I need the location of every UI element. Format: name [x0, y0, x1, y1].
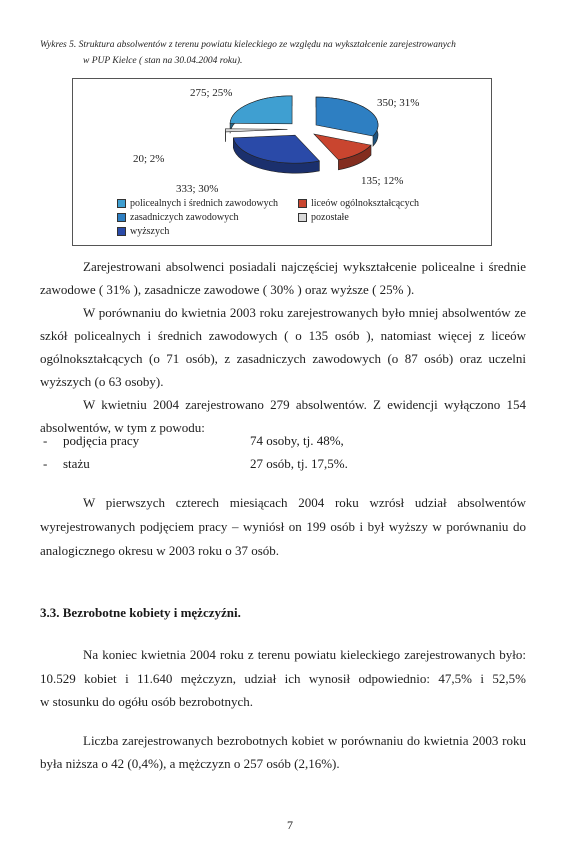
paragraph-4-line1: W pierwszych czterech miesiącach 2004 roku wzrósł udział absolwentów — [83, 495, 526, 510]
paragraph-2-line2: szkół policealnych i średnich zawodowych ( o 135 osób ), natomiast więcej z liceów — [40, 328, 526, 343]
paragraph-3-line2: absolwentów, w tym z powodu: — [40, 420, 205, 435]
legend-label: liceów ogólnokształcących — [311, 198, 420, 209]
legend-swatch — [298, 213, 307, 222]
paragraph-6-line1: Liczba zarejestrowanych bezrobotnych kobiet w porównaniu do kwietnia 2003 roku — [83, 733, 526, 748]
page-number: 7 — [287, 818, 293, 832]
slice-label-wyzsze: 333; 30% — [176, 183, 219, 195]
paragraph-2-line1: W porównaniu do kwietnia 2003 roku zarejestrowanych było mniej absolwentów ze — [83, 305, 526, 320]
reason-value-internship: 27 osób, tj. 17,5%. — [250, 456, 348, 471]
legend-item-pozostale — [298, 212, 349, 223]
pie-chart-box — [72, 78, 492, 246]
slice-label-zasadnicze: 350; 31% — [377, 97, 420, 109]
reason-label-internship: stażu — [63, 456, 90, 471]
paragraph-1-line2: zawodowe ( 31% ), zasadnicze zawodowe ( 30% ) oraz wyższe ( 25% ). — [40, 282, 415, 297]
pie-slice — [230, 96, 292, 124]
slice-label-pozostale: 20; 2% — [133, 153, 165, 165]
legend-item-wyzsze — [117, 226, 169, 237]
legend-label: policealnych i średnich zawodowych — [130, 198, 279, 209]
legend-swatch — [117, 213, 126, 222]
reason-value-work: 74 osoby, tj. 48%, — [250, 433, 344, 448]
legend-item-policealne — [117, 198, 278, 209]
paragraph-4-line2: wyrejestrowanych podjęciem pracy – wyniósł on 199 osób i był wyższy w porównaniu do — [40, 519, 526, 534]
paragraph-3-line1: W kwietniu 2004 zarejestrowano 279 absolwentów. Z ewidencji wyłączono 154 — [83, 397, 526, 412]
paragraph-5-line2: 10.529 kobiet i 11.640 mężczyzn, udział ich wynosił odpowiednio: 47,5% i 52,5% — [40, 671, 526, 686]
legend-label: pozostałe — [311, 212, 349, 223]
legend-swatch — [298, 199, 307, 208]
legend-label: zasadniczych zawodowych — [130, 212, 239, 223]
paragraph-5-line3: w stosunku do ogółu osób bezrobotnych. — [40, 694, 254, 709]
reason-dash: - — [43, 433, 48, 448]
paragraph-6-line2: była niższa o 42 (0,4%), a mężczyzn o 257 osób (2,16%). — [40, 756, 340, 771]
legend-swatch — [117, 199, 126, 208]
paragraph-4-line3: analogicznego okresu w 2003 roku o 37 osób. — [40, 543, 280, 558]
slice-label-licea: 135; 12% — [361, 175, 404, 187]
slice-label-policealne: 275; 25% — [190, 87, 233, 99]
pie-slice — [316, 97, 378, 136]
legend-item-licea — [298, 198, 419, 209]
legend-item-zasadnicze — [117, 212, 239, 223]
paragraph-1-line1: Zarejestrowani absolwenci posiadali najczęściej wykształcenie policealne i średnie — [83, 259, 526, 274]
figure-caption-line1: Wykres 5. Struktura absolwentów z terenu powiatu kieleckiego ze względu na wykształcenie zarejestrowanych — [40, 40, 456, 50]
reason-dash: - — [43, 456, 48, 471]
legend-swatch — [117, 227, 126, 236]
paragraph-2-line3: ogólnokształcących (o 71 osób), z zasadniczych zawodowych (o 87 osób) oraz uczelni — [40, 351, 526, 366]
section-heading: 3.3. Bezrobotne kobiety i mężczyźni. — [40, 605, 241, 620]
paragraph-5-line1: Na koniec kwietnia 2004 roku z terenu powiatu kieleckiego zarejestrowanych było: — [83, 647, 526, 662]
pie-slice — [225, 129, 287, 132]
figure-caption-line2: w PUP Kielce ( stan na 30.04.2004 roku). — [83, 56, 243, 66]
paragraph-2-line4: wyższych (o 63 osoby). — [40, 374, 164, 389]
reason-label-work: podjęcia pracy — [63, 433, 140, 448]
legend-label: wyższych — [130, 226, 170, 237]
